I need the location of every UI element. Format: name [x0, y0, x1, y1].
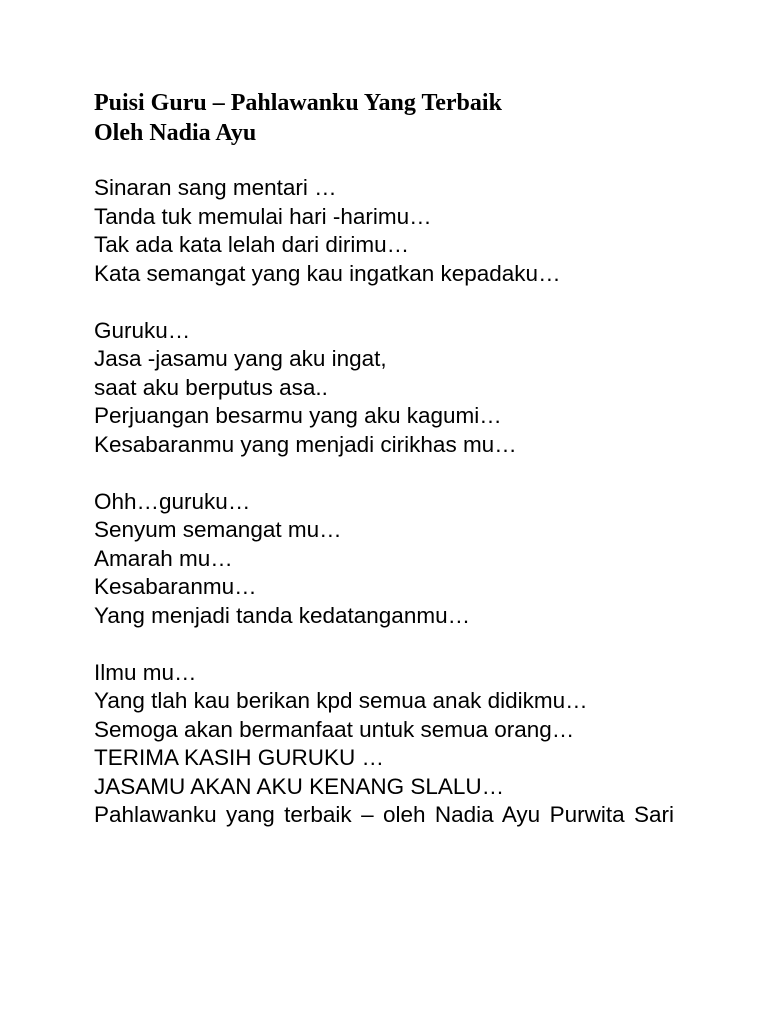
- poem-line: Jasa -jasamu yang aku ingat,: [94, 346, 387, 371]
- poem-line: Ohh…guruku…: [94, 488, 251, 514]
- title-block: [94, 88, 674, 148]
- poem-line: Yang tlah kau berikan kpd semua anak didikmu…: [94, 688, 588, 713]
- poem-line: Ilmu mu…: [94, 659, 197, 685]
- stanza-1: [94, 174, 674, 288]
- closing-paragraph: Pahlawanku yang terbaik – oleh Nadia Ayu Purwita Sari: [94, 802, 674, 827]
- poem-line: Tak ada kata lelah dari dirimu…: [94, 232, 410, 257]
- poem-line: Senyum semangat mu…: [94, 517, 342, 542]
- poem-line: TERIMA KASIH GURUKU …: [94, 745, 385, 770]
- poem-author: Oleh Nadia Ayu: [94, 120, 257, 146]
- poem-line: JASAMU AKAN AKU KENANG SLALU…: [94, 773, 505, 799]
- poem-line: Semoga akan bermanfaat untuk semua orang…: [94, 716, 575, 742]
- poem-line: Yang menjadi tanda kedatanganmu…: [94, 602, 471, 628]
- poem-line: Amarah mu…: [94, 545, 233, 571]
- poem-line: Kata semangat yang kau ingatkan kepadaku…: [94, 260, 561, 286]
- stanza-3: [94, 488, 674, 631]
- poem-title: Puisi Guru – Pahlawanku Yang Terbaik: [94, 90, 502, 116]
- poem-line: Sinaran sang mentari …: [94, 175, 337, 200]
- poem-line: Guruku…: [94, 317, 191, 343]
- poem-line: Kesabaranmu yang menjadi cirikhas mu…: [94, 431, 517, 457]
- poem-line: Tanda tuk memulai hari -harimu…: [94, 203, 432, 229]
- poem-line: saat aku berputus asa..: [94, 374, 328, 400]
- poem-line: Kesabaranmu…: [94, 574, 257, 599]
- stanza-2: [94, 317, 674, 460]
- poem-line: Perjuangan besarmu yang aku kagumi…: [94, 403, 502, 428]
- stanza-4: [94, 659, 674, 830]
- document-page: [94, 88, 674, 858]
